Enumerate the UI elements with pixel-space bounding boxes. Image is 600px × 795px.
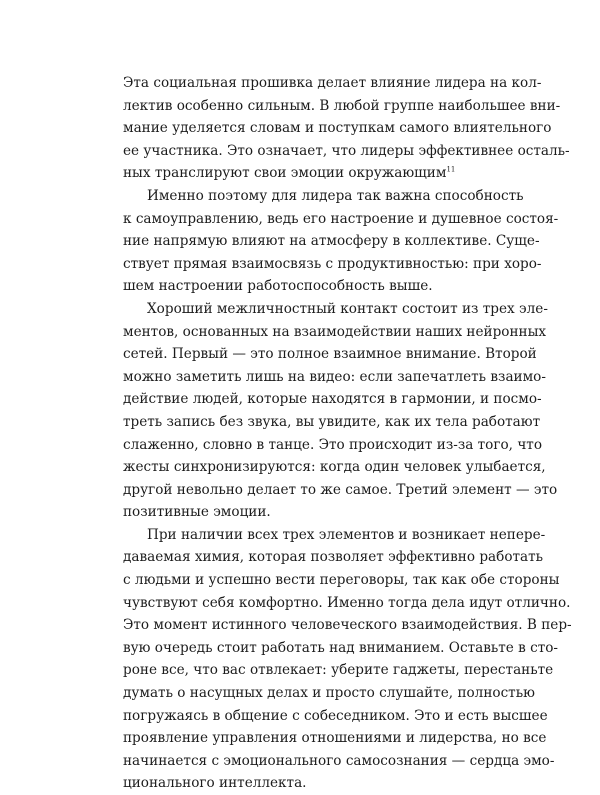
text-line: ционального интеллекта. bbox=[123, 775, 307, 792]
text-line bbox=[123, 162, 485, 185]
text-line-content: ных транслируют свои эмоции окружающим bbox=[123, 165, 447, 182]
text-line: ее участника. Это означает, что лидеры эффективнее осталь- bbox=[123, 142, 570, 159]
footnote-marker: 11 bbox=[446, 165, 456, 174]
text-line: шем настроении работоспособность выше. bbox=[123, 278, 433, 295]
text-line: чувствуют себя комфортно. Именно тогда дела идут отлично. bbox=[123, 594, 571, 611]
text-line: к самоуправлению, ведь его настроение и душевное состоя- bbox=[123, 210, 559, 227]
text-line: слаженно, словно в танце. Это происходит из-за того, что bbox=[123, 436, 543, 453]
text-line: погружаясь в общение с собеседником. Это и есть высшее bbox=[123, 707, 548, 724]
text-line: с людьми и успешно вести переговоры, так как обе стороны bbox=[123, 572, 560, 589]
paragraph-4 bbox=[123, 524, 572, 795]
text-line: сетей. Первый — это полное взаимное внимание. Второй bbox=[123, 346, 537, 363]
text-line: треть запись без звука, вы увидите, как их тела работают bbox=[123, 413, 541, 430]
text-line: можно заметить лишь на видео: если запечатлеть взаимо- bbox=[123, 368, 546, 385]
text-line: ние напрямую влияют на атмосферу в коллективе. Суще- bbox=[123, 233, 540, 250]
text-line: даваемая химия, которая позволяет эффективно работать bbox=[123, 549, 544, 566]
text-line: Это момент истинного человеческого взаимодействия. В пер- bbox=[123, 617, 572, 634]
text-line: Хороший межличностный контакт состоит из трех эле- bbox=[147, 300, 548, 317]
paragraph-2 bbox=[123, 185, 559, 298]
text-line: думать о насущных делах и просто слушайте, полностью bbox=[123, 685, 535, 702]
text-line: начинается с эмоционального самосознания — сердца эмо- bbox=[123, 752, 555, 769]
text-line: ментов, основанных на взаимодействии наших нейронных bbox=[123, 323, 547, 340]
text-line: лектив особенно сильным. В любой группе наибольшее вни- bbox=[123, 97, 561, 114]
text-line: При наличии всех трех элементов и возникает непере- bbox=[147, 526, 546, 543]
text-line: жесты синхронизируются: когда один человек улыбается, bbox=[123, 459, 546, 476]
text-line: ствует прямая взаимосвязь с продуктивностью: при хоро- bbox=[123, 255, 542, 272]
text-line: действие людей, которые находятся в гармонии, и посмо- bbox=[123, 391, 542, 408]
text-line: мание уделяется словам и поступкам самого влиятельного bbox=[123, 120, 552, 137]
text-line: Именно поэтому для лидера так важна способность bbox=[147, 187, 524, 204]
text-line: Эта социальная прошивка делает влияние лидера на кол- bbox=[123, 75, 542, 91]
text-line: позитивные эмоции. bbox=[123, 504, 271, 521]
text-line: другой невольно делает то же самое. Третий элемент — это bbox=[123, 481, 558, 498]
body-text bbox=[123, 72, 572, 795]
paragraph-3 bbox=[123, 298, 558, 524]
text-line: роне все, что вас отвлекает: уберите гаджеты, перестаньте bbox=[123, 662, 554, 679]
text-line: проявление управления отношениями и лидерства, но все bbox=[123, 730, 547, 747]
paragraph-1 bbox=[123, 72, 570, 185]
text-line: вую очередь стоит работать над вниманием. Оставьте в сто- bbox=[123, 639, 559, 656]
